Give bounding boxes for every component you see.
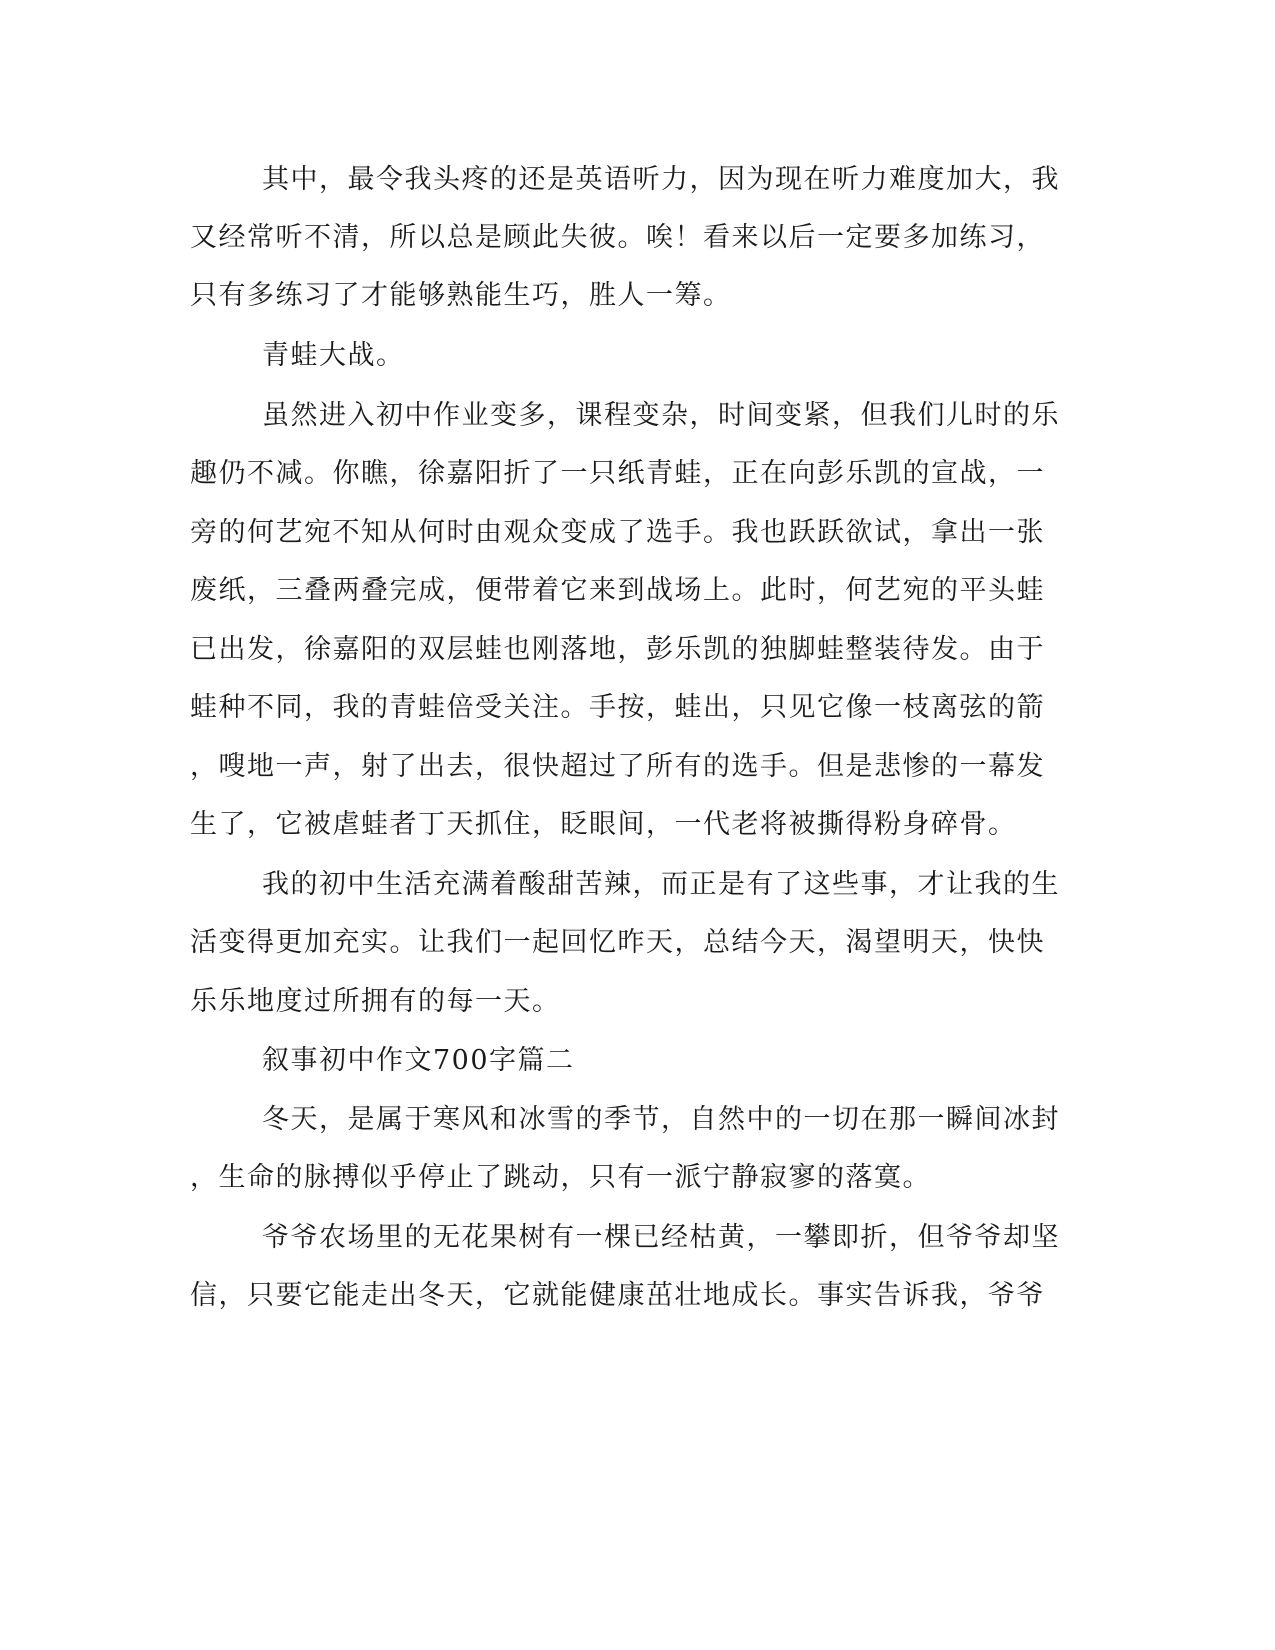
text-line: 我的初中生活充满着酸甜苦辣，而正是有了这些事，才让我的生	[262, 869, 1060, 900]
text-line: 旁的何艺宛不知从何时由观众变成了选手。我也跃跃欲试，拿出一张	[190, 517, 1045, 548]
text-line: 生了，它被虐蛙者丁天抓住，眨眼间，一代老将被撕得粉身碎骨。	[190, 809, 1017, 840]
text-line: 活变得更加充实。让我们一起回忆昨天，总结今天，渴望明天，快快	[190, 927, 1045, 958]
text-line: 乐乐地度过所拥有的每一天。	[190, 986, 561, 1017]
text-line: 废纸，三叠两叠完成，便带着它来到战场上。此时，何艺宛的平头蛙	[190, 575, 1045, 606]
text-line: 趣仍不减。你瞧，徐嘉阳折了一只纸青蛙，正在向彭乐凯的宣战，一	[190, 458, 1045, 489]
section-heading: 青蛙大战。	[262, 340, 405, 371]
text-line: 又经常听不清，所以总是顾此失彼。唉！看来以后一定要多加练习，	[190, 222, 1045, 253]
text-line: 虽然进入初中作业变多，课程变杂，时间变紧，但我们儿时的乐	[262, 400, 1060, 431]
text-line: 冬天，是属于寒风和冰雪的季节，自然中的一切在那一瞬间冰封	[262, 1104, 1060, 1135]
text-line: ，生命的脉搏似乎停止了跳动，只有一派宁静寂寥的落寞。	[190, 1162, 931, 1193]
text-line: ，嗖地一声，射了出去，很快超过了所有的选手。但是悲惨的一幕发	[190, 751, 1045, 782]
section-heading: 叙事初中作文700字篇二	[262, 1045, 575, 1076]
text-line: 爷爷农场里的无花果树有一棵已经枯黄，一攀即折，但爷爷却坚	[262, 1222, 1060, 1253]
text-line: 只有多练习了才能够熟能生巧，胜人一筹。	[190, 280, 732, 311]
text-line: 其中，最令我头疼的还是英语听力，因为现在听力难度加大，我	[262, 164, 1060, 195]
text-line: 蛙种不同，我的青蛙倍受关注。手按，蛙出，只见它像一枝离弦的箭	[190, 692, 1045, 723]
text-line: 已出发，徐嘉阳的双层蛙也刚落地，彭乐凯的独脚蛙整装待发。由于	[190, 634, 1045, 665]
text-line: 信，只要它能走出冬天，它就能健康茁壮地成长。事实告诉我，爷爷	[190, 1280, 1045, 1311]
